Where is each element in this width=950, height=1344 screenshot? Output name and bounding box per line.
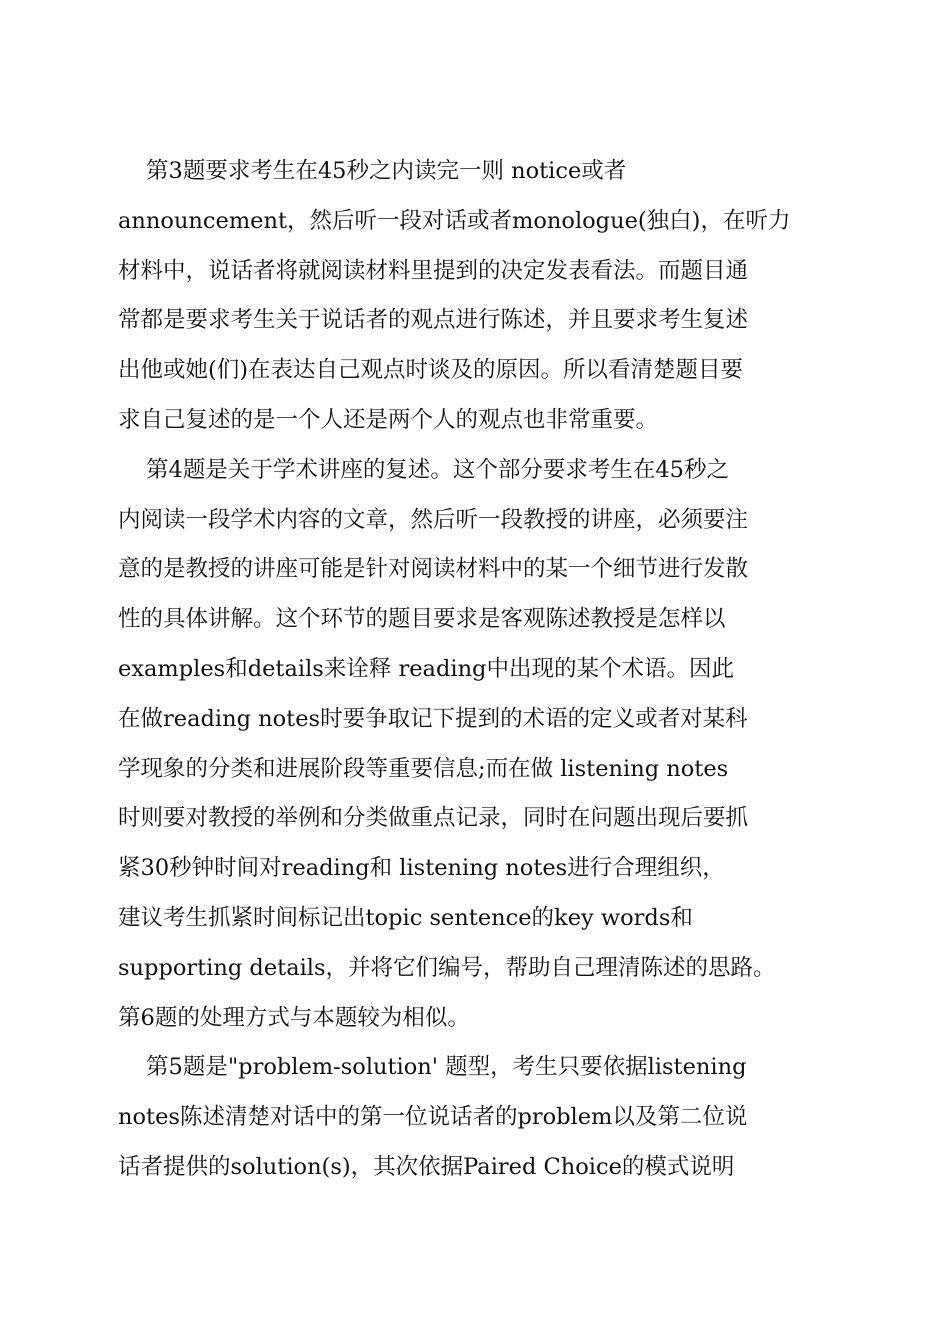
paragraph-2-line-12: 第6题的处理方式与本题较为相似。 (118, 1004, 470, 1031)
paragraph-2-line-7: 学现象的分类和进展阶段等重要信息;而在做 listening notes (118, 755, 729, 782)
paragraph-1-line-1: 第3题要求考生在45秒之内读完一则 notice或者 (146, 158, 627, 184)
paragraph-3-line-2: notes陈述清楚对话中的第一位说话者的problem以及第二位说 (118, 1104, 748, 1131)
paragraph-2-line-10: 建议考生抓紧时间标记出topic sentence的key words和 (118, 904, 693, 931)
paragraph-1-line-3: 材料中，说话者将就阅读材料里提到的决定发表看法。而题目通 (118, 257, 749, 284)
paragraph-2-line-4: 性的具体讲解。这个环节的题目要求是客观陈述教授是怎样以 (118, 606, 726, 633)
paragraph-1-line-6: 求自己复述的是一个人还是两个人的观点也非常重要。 (118, 406, 659, 433)
paragraph-2-line-9: 紧30秒钟时间对reading和 listening notes进行合理组织， (118, 855, 725, 882)
paragraph-2-line-11: supporting details，并将它们编号，帮助自己理清陈述的思路。 (118, 954, 776, 981)
paragraph-2-line-8: 时则要对教授的举例和分类做重点记录，同时在问题出现后要抓 (118, 805, 749, 832)
document-body (118, 147, 858, 1193)
paragraph-2-line-1: 第4题是关于学术讲座的复述。这个部分要求考生在45秒之 (146, 456, 729, 483)
paragraph-3-line-1: 第5题是"problem-solution' 题型，考生只要依据listening (146, 1054, 747, 1081)
paragraph-2-line-6: 在做reading notes时要争取记下提到的术语的定义或者对某科 (118, 705, 748, 732)
paragraph-1-line-2: announcement，然后听一段对话或者monologue(独白)，在听力 (118, 207, 791, 234)
paragraph-2-line-5: examples和details来诠释 reading中出现的某个术语。因此 (118, 655, 734, 682)
paragraph-2-line-2: 内阅读一段学术内容的文章，然后听一段教授的讲座，必须要注 (118, 506, 749, 533)
paragraph-2-line-3: 意的是教授的讲座可能是针对阅读材料中的某一个细节进行发散 (118, 556, 749, 583)
paragraph-1-line-4: 常都是要求考生关于说话者的观点进行陈述，并且要求考生复述 (118, 307, 749, 334)
paragraph-3-line-3: 话者提供的solution(s)，其次依据Paired Choice的模式说明 (118, 1153, 735, 1180)
paragraph-1-line-5: 出他或她(们)在表达自己观点时谈及的原因。所以看清楚题目要 (118, 357, 744, 384)
